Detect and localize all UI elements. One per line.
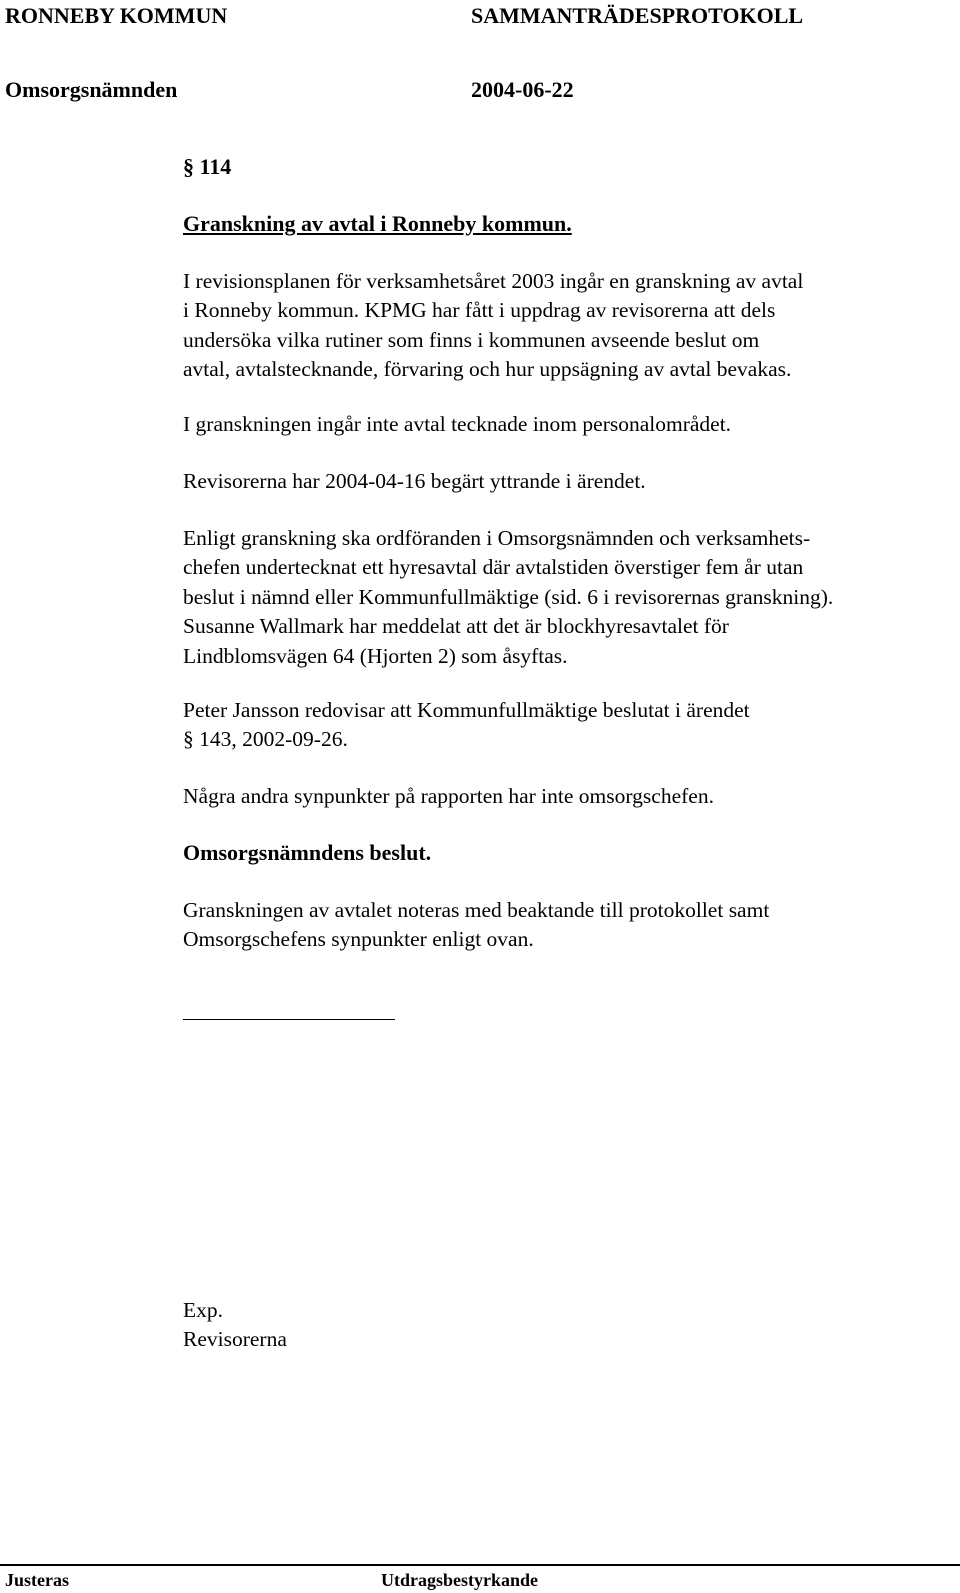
paragraph-line: Peter Jansson redovisar att Kommunfullmäktige beslutat i ärendet: [183, 698, 750, 722]
footer-justeras: Justeras: [5, 1570, 69, 1590]
paragraph-line: beslut i nämnd eller Kommunfullmäktige (sid. 6 i revisorernas granskning).: [183, 584, 834, 609]
paragraph-line: i Ronneby kommun. KPMG har fått i uppdrag av revisorerna att dels: [183, 298, 776, 323]
header-date: 2004-06-22: [471, 77, 574, 102]
paragraph-line: I revisionsplanen för verksamhetsåret 2003 ingår en granskning av avtal: [183, 269, 804, 293]
paragraph-scope: [183, 410, 943, 439]
paragraph-line: Omsorgschefens synpunkter enligt ovan.: [183, 927, 534, 952]
paragraph-intro: [183, 267, 943, 385]
section-title: Granskning av avtal i Ronneby kommun.: [183, 211, 572, 236]
section-number: § 114: [183, 154, 232, 179]
separator-line: [183, 1019, 395, 1020]
paragraph-line: § 143, 2002-09-26.: [183, 727, 348, 752]
header-org: RONNEBY KOMMUN: [5, 3, 228, 28]
paragraph-line: Granskningen av avtalet noteras med beaktande till protokollet samt: [183, 898, 770, 922]
paragraph-findings: [183, 524, 943, 671]
footer-utdragsbestyrkande: Utdragsbestyrkande: [381, 1570, 539, 1590]
distribution: [183, 1296, 943, 1355]
paragraph-request: [183, 467, 943, 496]
header-doc-type: SAMMANTRÄDESPROTOKOLL: [471, 3, 804, 28]
paragraph-line: undersöka vilka rutiner som finns i kommunen avseende beslut om: [183, 327, 760, 352]
paragraph-line: Lindblomsvägen 64 (Hjorten 2) som åsyftas.: [183, 643, 568, 668]
paragraph-report: [183, 696, 943, 755]
paragraph-line: I granskningen ingår inte avtal tecknade inom personalområdet.: [183, 412, 732, 436]
paragraph-line: Några andra synpunkter på rapporten har inte omsorgschefen.: [183, 784, 714, 808]
distribution-label: Exp.: [183, 1298, 224, 1322]
paragraph-line: Revisorerna har 2004-04-16 begärt yttrande i ärendet.: [183, 469, 646, 493]
header-committee: Omsorgsnämnden: [5, 77, 178, 102]
paragraph-line: Enligt granskning ska ordföranden i Omsorgsnämnden och verksamhets-: [183, 526, 811, 550]
distribution-recipient: Revisorerna: [183, 1327, 287, 1352]
paragraph-line: avtal, avtalstecknande, förvaring och hur uppsägning av avtal bevakas.: [183, 357, 792, 382]
footer-rule: [0, 1564, 960, 1566]
paragraph-line: Susanne Wallmark har meddelat att det är blockhyresavtalet för: [183, 614, 729, 639]
decision-text: [183, 896, 943, 955]
paragraph-line: chefen undertecknat ett hyresavtal där avtalstiden överstiger fem år utan: [183, 555, 804, 580]
paragraph-remarks: [183, 782, 943, 811]
decision-heading: Omsorgsnämndens beslut.: [183, 840, 432, 865]
